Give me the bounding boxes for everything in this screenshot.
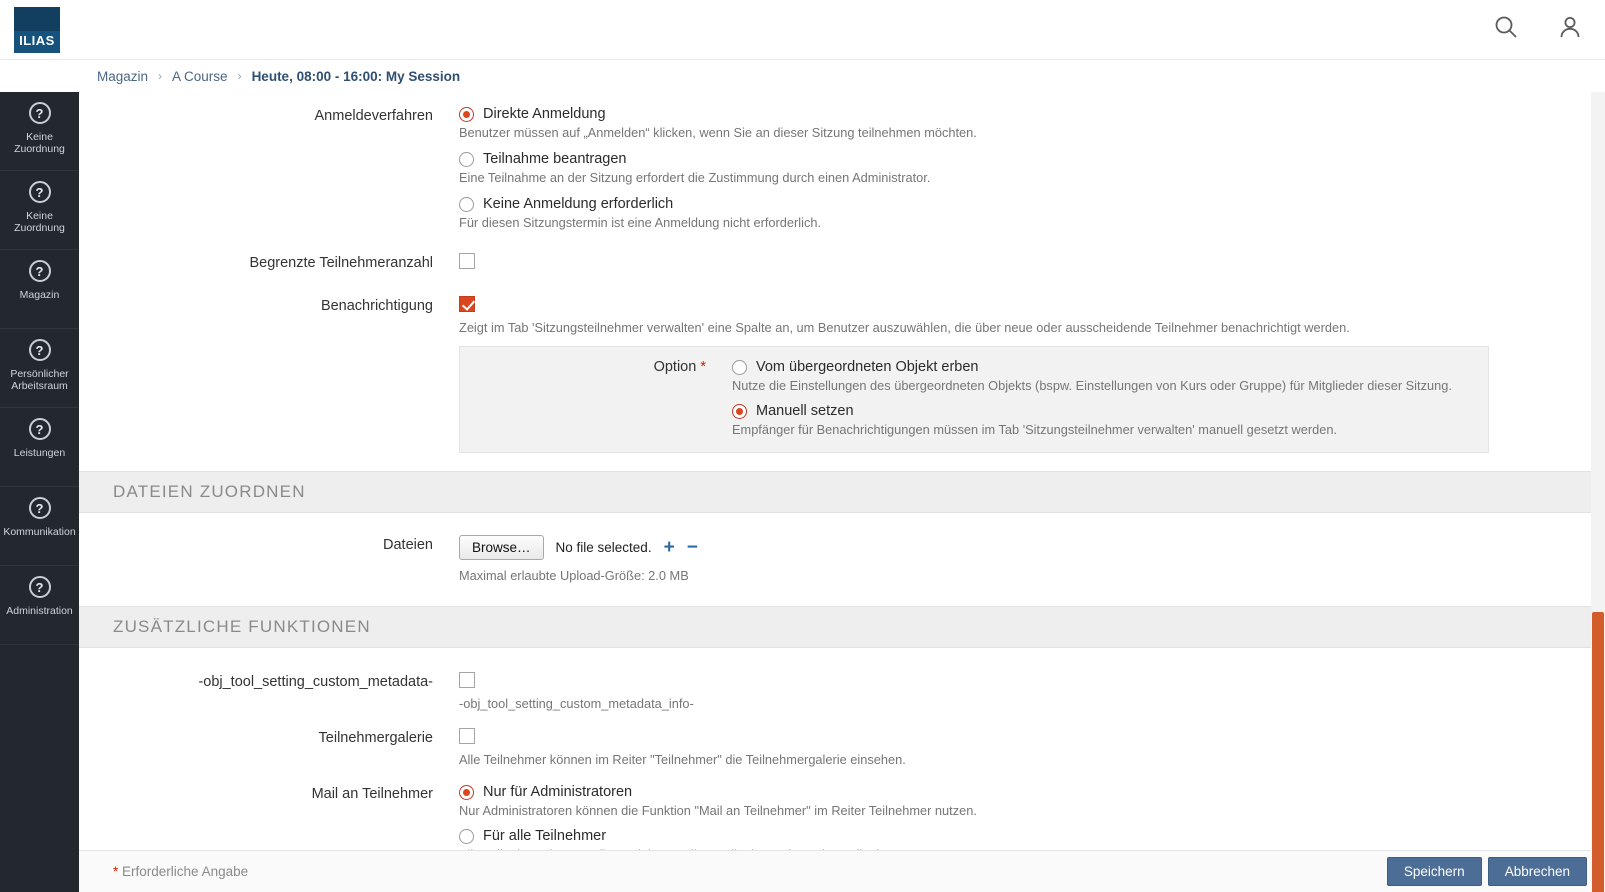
notification-option-panel (459, 346, 1489, 453)
field-label: Anmeldeverfahren (314, 108, 433, 124)
user-icon[interactable] (1553, 10, 1587, 44)
custom-metadata-help: -obj_tool_setting_custom_metadata_info- (459, 696, 694, 711)
question-circle-icon: ? (29, 576, 51, 598)
radio-keine-anmeldung[interactable] (459, 196, 1605, 212)
radio-manuell-setzen[interactable] (732, 403, 1472, 419)
radio-help: Benutzer müssen auf „Anmelden“ klicken, wenn Sie an dieser Sitzung teilnehmen möchten. (459, 125, 977, 140)
required-marker: * (700, 359, 706, 375)
minus-icon[interactable]: − (686, 537, 698, 558)
field-label: Begrenzte Teilnehmeranzahl (249, 255, 433, 271)
radio-label[interactable]: Nur für Administratoren (483, 784, 633, 800)
file-row (459, 535, 1605, 560)
gallery-help: Alle Teilnehmer können im Reiter "Teilnehmer" die Teilnehmergalerie einsehen. (459, 752, 906, 767)
radio-help: Für diesen Sitzungstermin ist eine Anmeldung nicht erforderlich. (459, 215, 822, 230)
radio-label[interactable]: Direkte Anmeldung (483, 106, 606, 122)
top-bar (0, 0, 1605, 60)
option-label (460, 359, 732, 438)
field-anmeldeverfahren (79, 106, 1605, 231)
registration-options (459, 106, 1605, 231)
question-circle-icon: ? (29, 181, 51, 203)
sidebar-item-label: Keine Zuordnung (14, 131, 65, 155)
field-label: Teilnehmergalerie (318, 730, 433, 746)
radio-label[interactable]: Manuell setzen (756, 403, 854, 419)
checkbox-benachrichtigung[interactable] (459, 296, 475, 312)
radio-indicator[interactable] (732, 360, 747, 375)
field-label: Benachrichtigung (320, 298, 433, 314)
sidebar-item-magazin[interactable] (0, 250, 79, 329)
scrollbar-thumb[interactable] (1592, 612, 1604, 892)
sidebar-item-label: Leistungen (13, 447, 66, 459)
radio-help: Nutze die Einstellungen des übergeordneten Objekts (bspw. Einstellungen von Kurs oder Gruppe) für Mitglieder dieser Sitzung. (732, 378, 1452, 393)
field-begrenzte-teilnehmeranzahl (79, 253, 1605, 274)
breadcrumb-item-current[interactable]: Heute, 08:00 - 16:00: My Session (251, 68, 461, 84)
radio-help: Nur Administratoren können die Funktion "Mail an Teilnehmer" im Reiter Teilnehmer nutzen. (459, 803, 977, 818)
radio-fuer-alle-teilnehmer[interactable] (459, 828, 1605, 844)
custom-metadata-value (459, 672, 1605, 712)
main-content (79, 92, 1605, 892)
logo-band (14, 7, 60, 31)
field-custom-metadata (79, 672, 1605, 712)
section-header-zusaetzliche-funktionen: ZUSÄTZLICHE FUNKTIONEN (79, 606, 1605, 648)
radio-label[interactable]: Keine Anmeldung erforderlich (483, 196, 674, 212)
field-dateien (79, 535, 1605, 584)
logo-text: ILIAS (19, 33, 55, 48)
sidebar-item-label: Magazin (19, 289, 60, 301)
ilias-logo[interactable] (14, 7, 60, 53)
radio-indicator[interactable] (732, 404, 747, 419)
browse-button[interactable]: Browse… (459, 535, 544, 560)
field-label: Mail an Teilnehmer (311, 786, 433, 802)
radio-label[interactable]: Vom übergeordneten Objekt erben (756, 359, 979, 375)
sidebar-item-label: Administration (6, 605, 73, 617)
settings-form (79, 92, 1605, 892)
sidebar-item-administration[interactable] (0, 566, 79, 645)
field-label: -obj_tool_setting_custom_metadata- (198, 674, 433, 690)
limited-participants-value (459, 253, 1605, 274)
radio-help: Empfänger für Benachrichtigungen müssen im Tab 'Sitzungsteilnehmer verwalten' manuell gesetzt werden. (732, 422, 1338, 437)
question-circle-icon: ? (29, 339, 51, 361)
breadcrumb-separator: › (237, 69, 242, 83)
file-upload-control (459, 535, 1605, 584)
sidebar-item-label: Persönlicher Arbeitsraum (10, 368, 69, 392)
field-benachrichtigung (79, 296, 1605, 453)
question-circle-icon: ? (29, 102, 51, 124)
radio-nur-fuer-administratoren[interactable] (459, 784, 1605, 800)
radio-label[interactable]: Teilnahme beantragen (483, 151, 627, 167)
radio-indicator[interactable] (459, 107, 474, 122)
gallery-value (459, 728, 1605, 768)
required-note (113, 864, 248, 879)
sidebar (0, 92, 79, 892)
radio-label[interactable]: Für alle Teilnehmer (483, 828, 607, 844)
notification-value (459, 296, 1605, 453)
radio-direkte-anmeldung[interactable] (459, 106, 1605, 122)
plus-icon[interactable]: + (663, 537, 675, 558)
radio-help: Eine Teilnahme an der Sitzung erfordert die Zustimmung durch einen Administrator. (459, 170, 931, 185)
field-label: Dateien (383, 537, 433, 553)
checkbox-custom-metadata[interactable] (459, 672, 475, 688)
sidebar-item-label: Kommunikation (3, 526, 76, 538)
notification-help: Zeigt im Tab 'Sitzungsteilnehmer verwalten' eine Spalte an, um Benutzer auszuwählen, die über neue oder ausscheidende Teilnehmer benachrichtigt werden. (459, 320, 1350, 335)
radio-teilnahme-beantragen[interactable] (459, 151, 1605, 167)
sidebar-item-keine-zuordnung-1[interactable] (0, 92, 79, 171)
file-help: Maximal erlaubte Upload-Größe: 2.0 MB (459, 568, 689, 583)
scrollbar-track[interactable] (1591, 92, 1605, 892)
breadcrumb-item-1[interactable]: A Course (172, 68, 228, 84)
top-bar-icons (1489, 10, 1587, 44)
option-label-text: Option (653, 359, 697, 375)
sidebar-item-label: Keine Zuordnung (14, 210, 65, 234)
form-footer (79, 850, 1605, 892)
search-icon[interactable] (1489, 10, 1523, 44)
field-teilnehmergalerie (79, 728, 1605, 768)
checkbox-begrenzte-teilnehmeranzahl[interactable] (459, 253, 475, 269)
breadcrumb-separator: › (158, 69, 163, 83)
radio-indicator[interactable] (459, 785, 474, 800)
question-circle-icon: ? (29, 260, 51, 282)
sidebar-item-persoenlicher-arbeitsraum[interactable] (0, 329, 79, 408)
cancel-button[interactable]: Abbrechen (1488, 857, 1587, 886)
option-choices (732, 359, 1472, 438)
radio-indicator[interactable] (459, 197, 474, 212)
save-button[interactable]: Speichern (1387, 857, 1482, 886)
file-status-text: No file selected. (555, 540, 652, 555)
question-circle-icon: ? (29, 418, 51, 440)
sidebar-item-kommunikation[interactable] (0, 487, 79, 566)
sidebar-item-keine-zuordnung-2[interactable] (0, 171, 79, 250)
breadcrumb (0, 60, 1605, 92)
required-note-text: Erforderliche Angabe (122, 864, 249, 879)
section-header-dateien-zuordnen: DATEIEN ZUORDNEN (79, 471, 1605, 513)
breadcrumb-item-0[interactable]: Magazin (97, 68, 149, 84)
sidebar-item-leistungen[interactable] (0, 408, 79, 487)
checkbox-teilnehmergalerie[interactable] (459, 728, 475, 744)
radio-indicator[interactable] (459, 152, 474, 167)
footer-buttons (1387, 857, 1587, 886)
required-star: * (113, 864, 119, 879)
question-circle-icon: ? (29, 497, 51, 519)
radio-vom-uebergeordneten-objekt-erben[interactable] (732, 359, 1472, 375)
radio-indicator[interactable] (459, 829, 474, 844)
